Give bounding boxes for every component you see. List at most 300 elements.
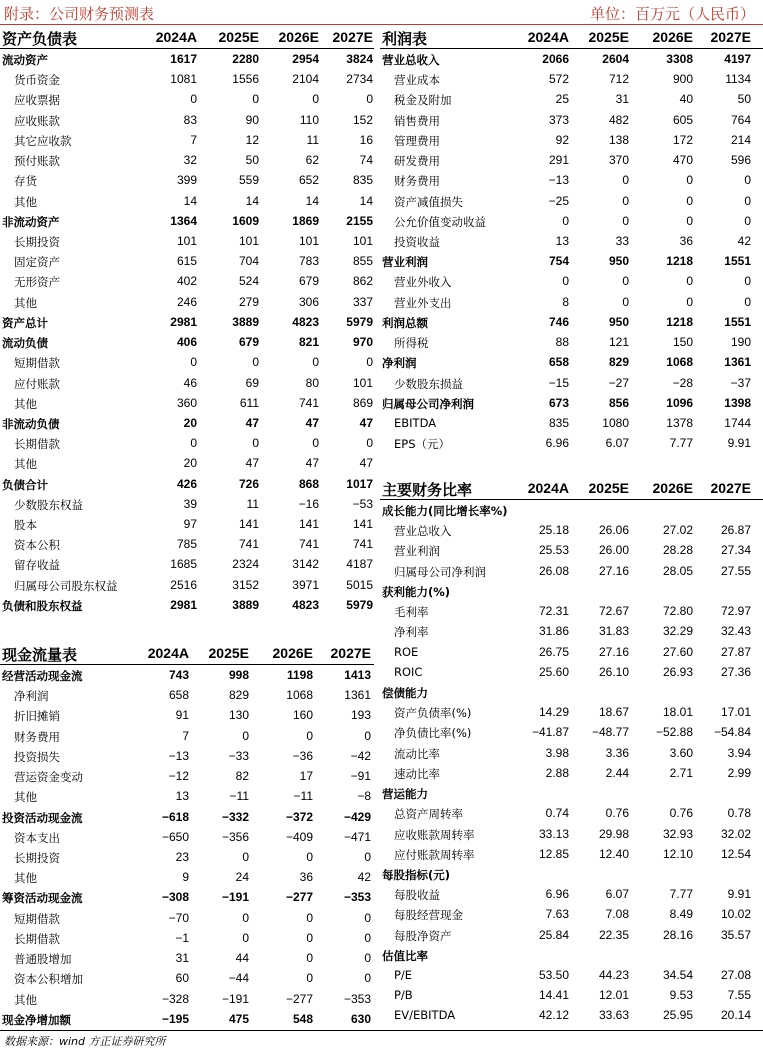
table-row — [380, 945, 763, 965]
cell-value: −41.87 — [531, 725, 569, 740]
cell-value: 1378 — [666, 415, 693, 430]
cell-value: 7 — [182, 728, 189, 743]
table-row — [380, 433, 763, 453]
table-row — [0, 150, 374, 170]
table-row — [380, 69, 763, 89]
cell-value: 548 — [292, 1011, 313, 1026]
cell-value: 1413 — [344, 668, 371, 682]
row-label: 净利润 — [14, 689, 49, 704]
cell-value: 658 — [168, 688, 189, 703]
cell-value: 741 — [298, 395, 319, 410]
row-label: 营运资金变动 — [14, 770, 83, 785]
cell-value: 970 — [352, 335, 373, 350]
table-row — [380, 621, 763, 641]
cell-value: 3.60 — [669, 745, 693, 760]
table-row — [380, 763, 763, 783]
row-label: 税金及附加 — [394, 93, 452, 108]
cell-value: 0 — [744, 193, 751, 208]
cell-value: 741 — [238, 537, 259, 552]
cell-value: 1398 — [724, 395, 751, 410]
cell-value: 101 — [176, 233, 197, 248]
cell-value: 862 — [352, 274, 373, 289]
cell-value: 23 — [175, 849, 189, 864]
cell-value: 0 — [242, 849, 249, 864]
cell-value: 91 — [175, 708, 189, 723]
table-row — [0, 393, 374, 413]
table-row — [0, 685, 374, 705]
table-row — [380, 251, 763, 271]
cell-value: −353 — [343, 991, 371, 1006]
cell-value: 679 — [298, 274, 319, 289]
table-row — [0, 665, 374, 685]
table-row — [380, 682, 763, 702]
year-header: 2024A — [155, 29, 197, 45]
table-row — [380, 271, 763, 291]
table-row — [0, 110, 374, 130]
cell-value: 72.31 — [538, 604, 569, 619]
cell-value: 40 — [679, 92, 693, 107]
cell-value: 0 — [364, 728, 371, 743]
row-label: 其他 — [14, 457, 37, 472]
cell-value: 0.74 — [545, 806, 569, 821]
cell-value: 1068 — [666, 355, 693, 370]
table-row — [0, 373, 374, 393]
cell-value: 743 — [168, 668, 189, 682]
table-row — [0, 271, 374, 291]
cell-value: 92 — [555, 132, 569, 147]
cell-value: 673 — [548, 395, 569, 410]
cell-value: 8 — [562, 294, 569, 309]
row-label: 营业总收入 — [382, 53, 440, 67]
cell-value: 35.57 — [720, 927, 751, 942]
row-label: 长期投资 — [14, 234, 60, 249]
cell-value: 150 — [672, 335, 693, 350]
row-label: 营业利润 — [394, 544, 440, 559]
row-label: 货币资金 — [14, 73, 60, 88]
table-row — [380, 352, 763, 372]
cell-value: 0 — [190, 355, 197, 370]
year-header: 2024A — [527, 480, 569, 496]
table-row — [380, 540, 763, 560]
cell-value: 306 — [298, 294, 319, 309]
cell-value: 7.55 — [727, 988, 751, 1003]
cell-value: 90 — [245, 112, 259, 127]
row-label: 营业总收入 — [394, 524, 452, 539]
cell-value: 0 — [622, 294, 629, 309]
cell-value: 0 — [306, 971, 313, 986]
cell-value: 1685 — [170, 557, 197, 572]
cell-value: 2734 — [346, 72, 373, 87]
cell-value: −44 — [228, 971, 249, 986]
cell-value: 28.28 — [662, 543, 693, 558]
cell-value: 1361 — [344, 688, 371, 703]
row-label: 速动比率 — [394, 766, 440, 781]
cell-value: 1096 — [666, 395, 693, 410]
cell-value: 2.44 — [605, 765, 629, 780]
cell-value: 1744 — [724, 415, 751, 430]
cell-value: −28 — [672, 375, 693, 390]
year-header: 2027E — [330, 645, 371, 661]
row-label: 财务费用 — [394, 174, 440, 189]
cell-value: 26.08 — [538, 563, 569, 578]
table-title: 现金流量表 — [2, 646, 78, 664]
cell-value: 2981 — [170, 314, 197, 329]
table-row — [0, 867, 374, 887]
year-header: 2026E — [652, 480, 693, 496]
cell-value: 337 — [352, 294, 373, 309]
cell-value: 130 — [228, 708, 249, 723]
cell-value: 33.63 — [598, 1008, 629, 1023]
table-row — [0, 827, 374, 847]
cell-value: 6.96 — [545, 436, 569, 451]
row-label: 投资损失 — [14, 749, 60, 764]
row-label: 毛利率 — [394, 605, 429, 620]
income-statement-table — [380, 26, 763, 453]
row-label: 资产减值损失 — [394, 194, 463, 209]
cell-value: 630 — [350, 1011, 371, 1026]
cell-value: 17.01 — [720, 705, 751, 720]
cell-value: 1080 — [602, 415, 629, 430]
cell-value: 1869 — [292, 213, 319, 228]
table-row — [380, 191, 763, 211]
cell-value: 6.96 — [545, 887, 569, 902]
cell-value: 0 — [744, 274, 751, 289]
cell-value: 26.10 — [598, 664, 629, 679]
cell-value: 7.08 — [605, 907, 629, 922]
table-row — [0, 453, 374, 473]
row-label: 管理费用 — [394, 133, 440, 148]
row-label: 长期投资 — [14, 850, 60, 865]
table-row — [380, 49, 763, 69]
cell-value: 1551 — [724, 314, 751, 329]
cell-value: 121 — [608, 335, 629, 350]
balance-sheet-table — [0, 26, 374, 615]
cell-value: 658 — [548, 355, 569, 370]
row-label: ROIC — [394, 664, 423, 679]
cell-value: 835 — [548, 415, 569, 430]
cell-value: 0.76 — [605, 806, 629, 821]
cell-value: 1364 — [170, 213, 197, 228]
row-label: EBITDA — [394, 415, 437, 430]
table-row — [380, 864, 763, 884]
year-header: 2024A — [147, 645, 189, 661]
cell-value: 42 — [357, 870, 371, 885]
cell-value: 11 — [306, 132, 319, 147]
cell-value: −11 — [293, 789, 313, 804]
cell-value: 110 — [299, 112, 319, 127]
table-row — [0, 312, 374, 332]
row-label: 营运能力 — [382, 787, 428, 802]
cell-value: 62 — [305, 153, 319, 168]
table-row — [380, 884, 763, 904]
table-header — [0, 642, 374, 665]
table-row — [0, 474, 374, 494]
cell-value: −618 — [161, 809, 189, 824]
cell-value: 60 — [175, 971, 189, 986]
cell-value: 3889 — [232, 314, 259, 329]
cell-value: 172 — [672, 132, 693, 147]
cell-value: 25 — [555, 92, 569, 107]
cell-value: 0 — [306, 728, 313, 743]
cell-value: 14.29 — [538, 705, 569, 720]
cell-value: 28.16 — [662, 927, 693, 942]
cell-value: 39 — [183, 496, 197, 511]
row-label: 其它应收款 — [14, 133, 72, 148]
cell-value: 5979 — [346, 314, 373, 329]
cell-value: −33 — [228, 748, 249, 763]
table-row — [0, 726, 374, 746]
cell-value: 20.14 — [720, 1008, 751, 1023]
row-label: 营业利润 — [382, 255, 428, 270]
table-row — [0, 211, 374, 231]
cell-value: 26.75 — [538, 644, 569, 659]
row-label: ROE — [394, 644, 419, 659]
cell-value: 36 — [299, 870, 313, 885]
cell-value: 46 — [183, 375, 197, 390]
cell-value: 47 — [245, 415, 259, 430]
row-label: 营业外支出 — [394, 295, 452, 310]
table-row — [380, 110, 763, 130]
row-label: 销售费用 — [394, 113, 440, 128]
cell-value: 88 — [555, 335, 569, 350]
cell-value: 0 — [306, 910, 313, 925]
cell-value: 26.93 — [662, 664, 693, 679]
cell-value: 25.84 — [538, 927, 569, 942]
cell-value: 32.43 — [720, 624, 751, 639]
cell-value: 1617 — [170, 52, 197, 66]
cell-value: −409 — [285, 829, 313, 844]
cell-value: 559 — [238, 173, 259, 188]
table-row — [0, 705, 374, 725]
table-row — [0, 908, 374, 928]
row-label: 投资收益 — [394, 234, 440, 249]
table-row — [0, 231, 374, 251]
cell-value: 0 — [366, 355, 373, 370]
cell-value: 141 — [238, 517, 259, 532]
cell-value: −15 — [548, 375, 569, 390]
cell-value: 373 — [548, 112, 569, 127]
cell-value: 0 — [242, 728, 249, 743]
year-header: 2025E — [588, 29, 629, 45]
cell-value: 27.02 — [662, 523, 693, 538]
cell-value: 193 — [350, 708, 371, 723]
cell-value: 160 — [292, 708, 313, 723]
row-label: 研发费用 — [394, 154, 440, 169]
row-label: 经营活动现金流 — [2, 669, 83, 683]
year-header: 2025E — [218, 29, 259, 45]
cell-value: 4187 — [346, 557, 373, 572]
cell-value: 31 — [175, 951, 189, 966]
table-title: 主要财务比率 — [382, 481, 473, 499]
cell-value: −1 — [175, 930, 189, 945]
cell-value: 101 — [352, 233, 373, 248]
cell-value: −27 — [608, 375, 629, 390]
cell-value: −308 — [161, 890, 189, 905]
cell-value: 42 — [737, 233, 751, 248]
cell-value: 2516 — [170, 577, 197, 592]
cell-value: 0 — [622, 193, 629, 208]
appendix-title: 附录：公司财务预测表 — [4, 5, 155, 23]
cell-value: 25.53 — [538, 543, 569, 558]
cell-value: 1081 — [170, 72, 197, 87]
cell-value: 27.08 — [720, 968, 751, 983]
table-row — [380, 702, 763, 722]
row-label: 流动比率 — [394, 746, 440, 761]
table-title: 资产负债表 — [2, 30, 78, 48]
table-row — [380, 662, 763, 682]
cell-value: 998 — [228, 668, 249, 682]
row-label: 营业成本 — [394, 73, 440, 88]
cell-value: −54.84 — [713, 725, 751, 740]
row-label: 短期借款 — [14, 356, 60, 371]
cell-value: 869 — [352, 395, 373, 410]
cell-value: 1556 — [232, 72, 259, 87]
row-label: 归属母公司净利润 — [382, 396, 474, 411]
cell-value: −42 — [350, 748, 371, 763]
cell-value: 1609 — [232, 213, 259, 228]
row-label: 公允价值变动收益 — [394, 214, 486, 229]
cell-value: 1218 — [666, 314, 693, 329]
cell-value: 0 — [306, 951, 313, 966]
cell-value: 14 — [305, 193, 319, 208]
cell-value: −429 — [343, 809, 371, 824]
cell-value: −372 — [285, 809, 313, 824]
table-row — [0, 130, 374, 150]
cell-value: 12 — [245, 132, 259, 147]
table-row — [0, 766, 374, 786]
cell-value: 101 — [298, 233, 319, 248]
table-row — [0, 191, 374, 211]
cell-value: 12.10 — [662, 846, 693, 861]
cell-value: 12.54 — [720, 846, 751, 861]
table-row — [0, 352, 374, 372]
cell-value: 190 — [730, 335, 751, 350]
cell-value: 0 — [312, 92, 319, 107]
table-row — [380, 332, 763, 352]
row-label: 每股收益 — [394, 888, 440, 903]
cell-value: 72.97 — [720, 604, 751, 619]
cell-value: 741 — [352, 537, 373, 552]
table-row — [0, 575, 374, 595]
row-label: 流动负债 — [2, 336, 48, 351]
cell-value: 572 — [548, 72, 569, 87]
cell-value: 6.07 — [605, 887, 629, 902]
cell-value: 82 — [235, 769, 249, 784]
cell-value: 0 — [744, 213, 751, 228]
cell-value: 1134 — [725, 72, 751, 87]
cell-value: 0 — [622, 213, 629, 228]
cell-value: 14 — [359, 193, 373, 208]
cell-value: 0 — [562, 274, 569, 289]
year-header: 2025E — [588, 480, 629, 496]
table-row — [380, 844, 763, 864]
cell-value: 7 — [190, 132, 197, 147]
cell-value: 14.41 — [538, 988, 569, 1003]
cell-value: 32.02 — [720, 826, 751, 841]
cell-value: 152 — [352, 112, 373, 127]
table-row — [0, 251, 374, 271]
cell-value: 3.94 — [727, 745, 751, 760]
row-label: 存货 — [14, 174, 37, 189]
table-row — [380, 393, 763, 413]
row-label: 净利率 — [394, 625, 429, 640]
cell-value: 0 — [364, 930, 371, 945]
year-header: 2027E — [710, 480, 751, 496]
cell-value: 26.87 — [720, 523, 751, 538]
cell-value: 7.77 — [669, 436, 693, 451]
row-label: 其他 — [14, 790, 37, 805]
cell-value: 2324 — [232, 557, 259, 572]
cell-value: 20 — [183, 456, 197, 471]
cell-value: 679 — [238, 335, 259, 350]
cell-value: 0 — [366, 436, 373, 451]
cell-value: 0 — [190, 436, 197, 451]
cell-value: 1361 — [724, 355, 751, 370]
cell-value: 18.67 — [598, 705, 629, 720]
cell-value: 13 — [555, 233, 569, 248]
cell-value: 783 — [298, 254, 319, 269]
row-label: 其他 — [14, 992, 37, 1007]
cell-value: 2066 — [542, 52, 569, 66]
row-label: 其他 — [14, 295, 37, 310]
cell-value: 14 — [245, 193, 259, 208]
cell-value: 53.50 — [538, 968, 569, 983]
table-row — [0, 332, 374, 352]
table-row — [0, 786, 374, 806]
table-row — [380, 985, 763, 1005]
cell-value: 27.55 — [720, 563, 751, 578]
row-label: 长期借款 — [14, 437, 60, 452]
row-label: 长期借款 — [14, 931, 60, 946]
table-row — [0, 807, 374, 827]
row-label: 预付账款 — [14, 154, 60, 169]
cell-value: 33 — [615, 233, 629, 248]
cell-value: 25.60 — [538, 664, 569, 679]
row-label: P/B — [394, 988, 413, 1003]
row-label: 少数股东损益 — [394, 376, 463, 391]
cell-value: 0 — [190, 92, 197, 107]
cell-value: −13 — [168, 748, 189, 763]
cell-value: 1198 — [286, 668, 313, 682]
cell-value: −11 — [229, 789, 249, 804]
cell-value: 2604 — [602, 52, 629, 66]
cell-value: 2.99 — [727, 765, 751, 780]
table-row — [0, 170, 374, 190]
cell-value: 246 — [176, 294, 197, 309]
cell-value: 2104 — [292, 72, 319, 87]
cell-value: 26.00 — [598, 543, 629, 558]
cell-value: 652 — [298, 173, 319, 188]
table-row — [380, 783, 763, 803]
row-label: 留存收益 — [14, 558, 60, 573]
cell-value: 27.34 — [720, 543, 751, 558]
cell-value: 27.16 — [598, 563, 629, 578]
cell-value: 754 — [548, 254, 569, 269]
cell-value: 80 — [305, 375, 319, 390]
cell-value: 33.13 — [538, 826, 569, 841]
cell-value: 101 — [352, 375, 373, 390]
cell-value: −353 — [343, 890, 371, 905]
row-label: EPS（元） — [394, 437, 451, 452]
cell-value: 31.86 — [538, 624, 569, 639]
cell-value: 0 — [252, 355, 259, 370]
cell-value: 3.36 — [605, 745, 629, 760]
cell-value: 24 — [235, 870, 249, 885]
cell-value: 2.71 — [669, 765, 693, 780]
table-row — [0, 49, 374, 69]
cell-value: 0 — [312, 436, 319, 451]
cell-value: 14 — [183, 193, 197, 208]
